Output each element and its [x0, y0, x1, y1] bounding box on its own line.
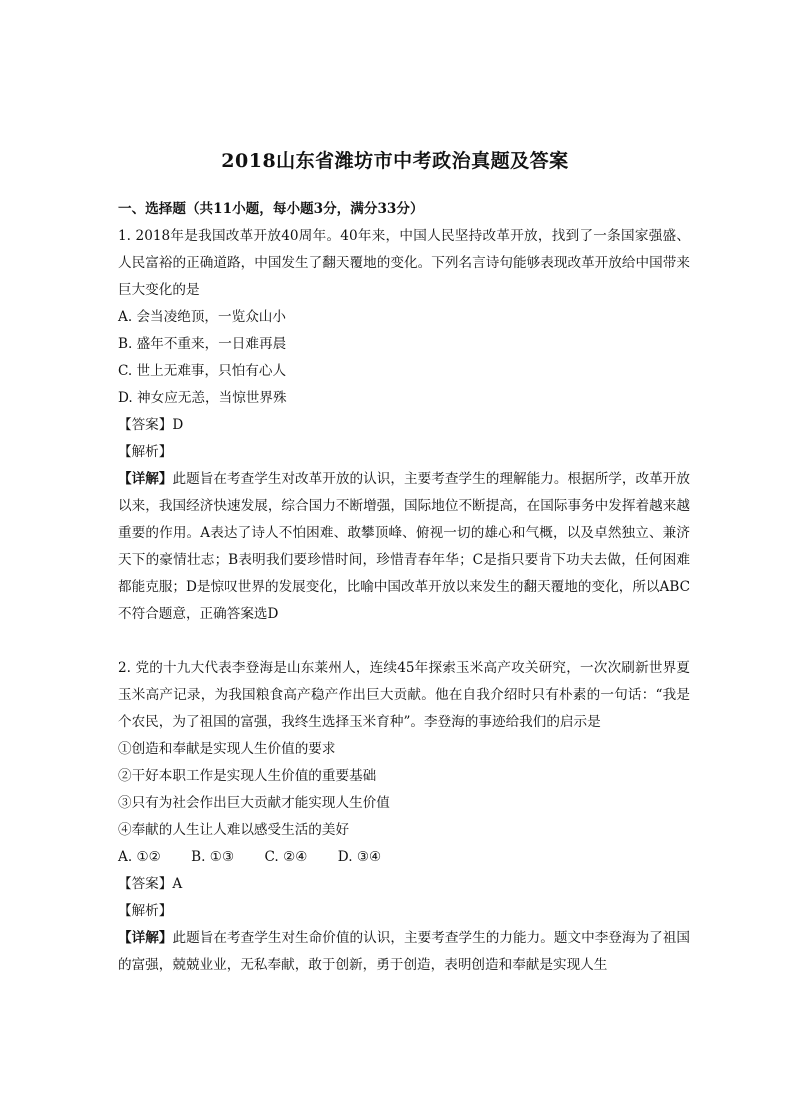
- detail-paragraph: [118, 925, 690, 979]
- question-stem: 2. 党的十九大代表李登海是山东莱州人，连续45年探索玉米高产攻关研究，一次次刷新世界夏玉米高产记录，为我国粮食高产稳产作出巨大贡献。他在自我介绍时只有朴素的一句话：“我是个农民，为了祖国的富强，我终生选择玉米育种”。李登海的事迹给我们的启示是: [118, 660, 690, 730]
- option-d: D. 神女应无恙，当惊世界殊: [118, 390, 287, 406]
- detail-text: 此题旨在考查学生对改革开放的认识，主要考查学生的理解能力。根据所学，改革开放以来，我国经济快速发展，综合国力不断增强，国际地位不断提高，在国际事务中发挥着越来越重要的作用。A表达了诗人不怕困难、敢攀顶峰、俯视一切的雄心和气概，以及卓然独立、兼济天下的豪情壮志；B表明我们要珍惜时间，珍惜青春年华；C是指只要肯下功夫去做，任何困难都能克服；D是惊叹世界的发展变化，比喻中国改革开放以来发生的翻天覆地的变化，所以ABC不符合题意，正确答案选D: [118, 471, 691, 622]
- answer: 【答案】A: [118, 876, 183, 892]
- statement-3: ③只有为社会作出巨大贡献才能实现人生价值: [118, 795, 390, 811]
- detail-paragraph: [118, 466, 690, 628]
- option-a: A. 会当凌绝顶，一览众山小: [118, 309, 286, 325]
- options-row: [118, 844, 690, 871]
- option-d: D. ③④: [337, 849, 382, 865]
- statement-4: ④奉献的人生让人难以感受生活的美好: [118, 822, 350, 838]
- option-c: C. ②④: [264, 849, 308, 865]
- section-header: 一、选择题（共11小题，每小题3分，满分33分）: [118, 201, 424, 217]
- analysis-label: 【解析】: [118, 903, 173, 919]
- statement-2: ②干好本职工作是实现人生价值的重要基础: [118, 768, 377, 784]
- option-b: B. ①③: [191, 849, 235, 865]
- detail-label: 【详解】: [118, 930, 173, 946]
- detail-text: 此题旨在考查学生对生命价值的认识，主要考查学生的力能力。题文中李登海为了祖国的富强，兢兢业业，无私奉献，敢于创新，勇于创造，表明创造和奉献是实现人生: [118, 930, 691, 973]
- question-stem: 1. 2018年是我国改革开放40周年。40年来，中国人民坚持改革开放，找到了一条国家强盛、人民富裕的正确道路，中国发生了翻天覆地的变化。下列名言诗句能够表现改革开放给中国带来巨大变化的是: [118, 228, 690, 298]
- answer: 【答案】D: [118, 417, 184, 433]
- option-c: C. 世上无难事，只怕有心人: [118, 363, 287, 379]
- question-2: [118, 655, 690, 979]
- analysis-label: 【解析】: [118, 444, 173, 460]
- option-a: A. ①②: [118, 849, 161, 865]
- option-b: B. 盛年不重来，一日难再晨: [118, 336, 287, 352]
- question-1: [118, 223, 690, 628]
- spacer: [118, 628, 690, 655]
- document-body: [118, 196, 690, 979]
- detail-label: 【详解】: [118, 471, 173, 487]
- page-title: 2018山东省潍坊市中考政治真题及答案: [221, 150, 569, 172]
- statement-1: ①创造和奉献是实现人生价值的要求: [118, 741, 336, 757]
